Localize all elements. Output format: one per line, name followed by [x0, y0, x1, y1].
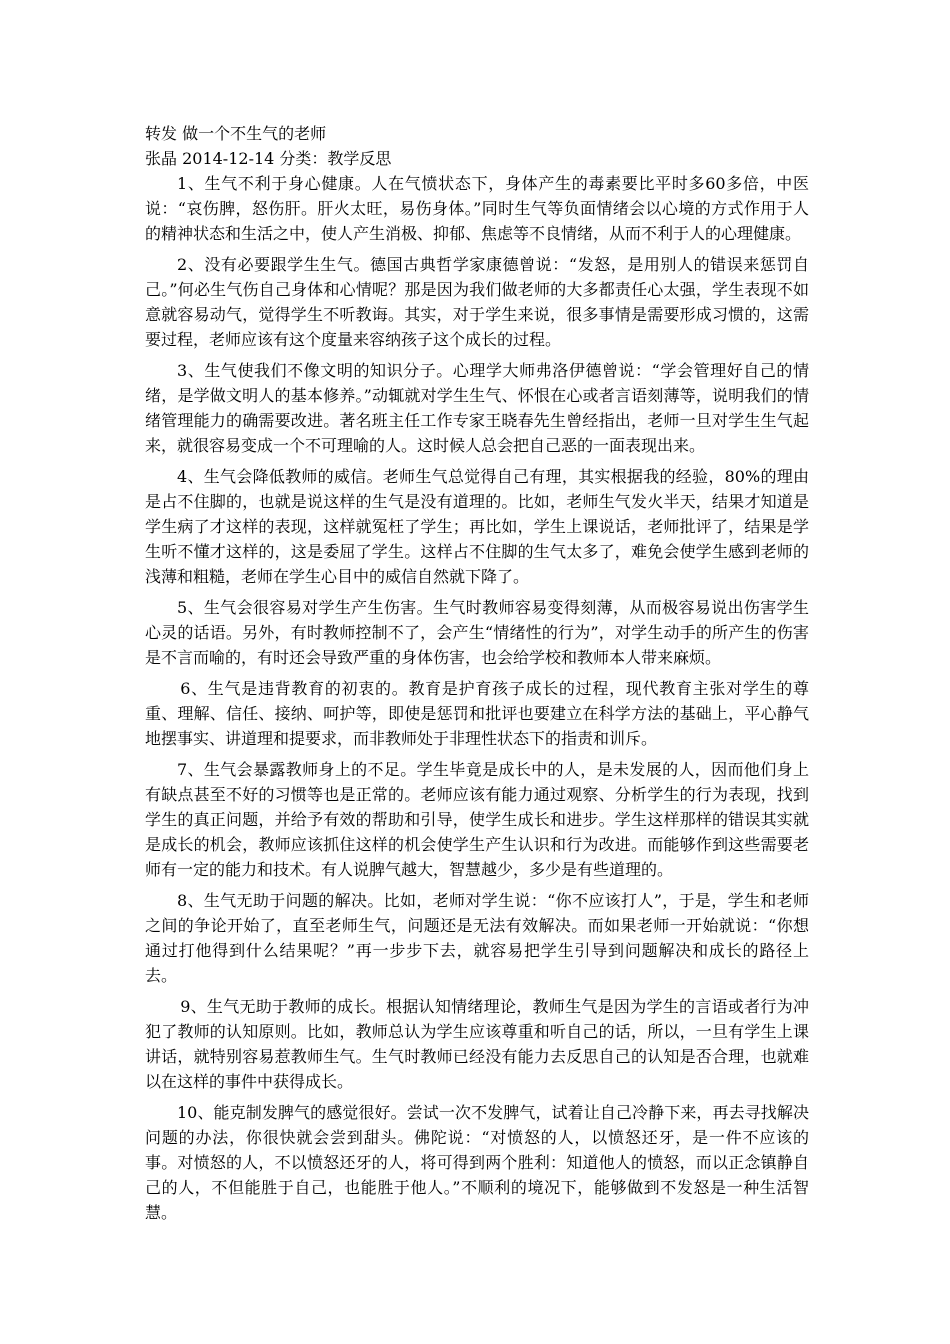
paragraph-9: 9、生气无助于教师的成长。根据认知情绪理论，教师生气是因为学生的言语或者行为冲犯了教师的认知原则。比如，教师总认为学生应该尊重和听自己的话，所以，一旦有学生上课讲话，就特别容易惹教师生气。生气时教师已经没有能力去反思自己的认知是否合理，也就难以在这样的事件中获得成长。 [145, 997, 809, 1091]
paragraph-6: 6、生气是违背教育的初衷的。教育是护育孩子成长的过程，现代教育主张对学生的尊重、理解、信任、接纳、呵护等，即使是惩罚和批评也要建立在科学方法的基础上，平心静气地摆事实、讲道理和提要求，而非教师处于非理性状态下的指责和训斥。 [145, 679, 809, 748]
paragraph-3: 3、生气使我们不像文明的知识分子。心理学大师弗洛伊德曾说：“学会管理好自己的情绪，是学做文明人的基本修养。”动辄就对学生生气、怀恨在心或者言语刻薄等，说明我们的情绪管理能力的确需要改进。著名班主任工作专家王晓春先生曾经指出，老师一旦对学生生气起来，就很容易变成一个不可理喻的人。这时候人总会把自己恶的一面表现出来。 [145, 361, 809, 455]
article-title: 转发 做一个不生气的老师 [145, 124, 327, 143]
paragraph-1: 1、生气不利于身心健康。人在气愤状态下，身体产生的毒素要比平时多60多倍，中医说：“哀伤脾，怒伤肝。肝火太旺，易伤身体。”同时生气等负面情绪会以心境的方式作用于人的精神状态和生活之中，使人产生消极、抑郁、焦虑等不良情绪，从而不利于人的心理健康。 [145, 174, 809, 243]
paragraph-7: 7、生气会暴露教师身上的不足。学生毕竟是成长中的人，是未发展的人，因而他们身上有缺点甚至不好的习惯等也是正常的。老师应该有能力通过观察、分析学生的行为表现，找到学生的真正问题，并给予有效的帮助和引导，使学生成长和进步。学生这样那样的错误其实就是成长的机会，教师应该抓住这样的机会使学生产生认识和行为改进。而能够作到这些需要老师有一定的能力和技术。有人说脾气越大，智慧越少，多少是有些道理的。 [145, 760, 809, 879]
article [145, 121, 809, 1231]
paragraph-5: 5、生气会很容易对学生产生伤害。生气时教师容易变得刻薄，从而极容易说出伤害学生心灵的话语。另外，有时教师控制不了，会产生“情绪性的行为”，对学生动手的所产生的伤害是不言而喻的，有时还会导致严重的身体伤害，也会给学校和教师本人带来麻烦。 [145, 598, 809, 667]
paragraph-2: 2、没有必要跟学生生气。德国古典哲学家康德曾说：“发怒，是用别人的错误来惩罚自己。”何必生气伤自己身体和心情呢？那是因为我们做老师的大多都责任心太强，学生表现不如意就容易动气，觉得学生不听教诲。其实，对于学生来说，很多事情是需要形成习惯的，这需要过程，老师应该有这个度量来容纳孩子这个成长的过程。 [145, 255, 809, 349]
paragraph-4: 4、生气会降低教师的威信。老师生气总觉得自己有理，其实根据我的经验，80%的理由是占不住脚的，也就是说这样的生气是没有道理的。比如，老师生气发火半天，结果才知道是学生病了才这样的表现，这样就冤枉了学生；再比如，学生上课说话，老师批评了，结果是学生听不懂才这样的，这是委屈了学生。这样占不住脚的生气太多了，难免会使学生感到老师的浅薄和粗糙，老师在学生心目中的威信自然就下降了。 [145, 467, 809, 586]
paragraph-8: 8、生气无助于问题的解决。比如，老师对学生说：“你不应该打人”，于是，学生和老师之间的争论开始了，直至老师生气，问题还是无法有效解决。而如果老师一开始就说：“你想通过打他得到什么结果呢？”再一步步下去，就容易把学生引导到问题解决和成长的路径上去。 [145, 891, 809, 985]
article-meta: 张晶 2014-12-14 分类：教学反思 [145, 149, 392, 168]
paragraph-10: 10、能克制发脾气的感觉很好。尝试一次不发脾气，试着让自己冷静下来，再去寻找解决问题的办法，你很快就会尝到甜头。佛陀说：“对愤怒的人，以愤怒还牙，是一件不应该的事。对愤怒的人，不以愤怒还牙的人，将可得到两个胜利：知道他人的愤怒，而以正念镇静自己的人，不但能胜于自己，也能胜于他人。”不顺利的境况下，能够做到不发怒是一种生活智慧。 [145, 1103, 809, 1222]
